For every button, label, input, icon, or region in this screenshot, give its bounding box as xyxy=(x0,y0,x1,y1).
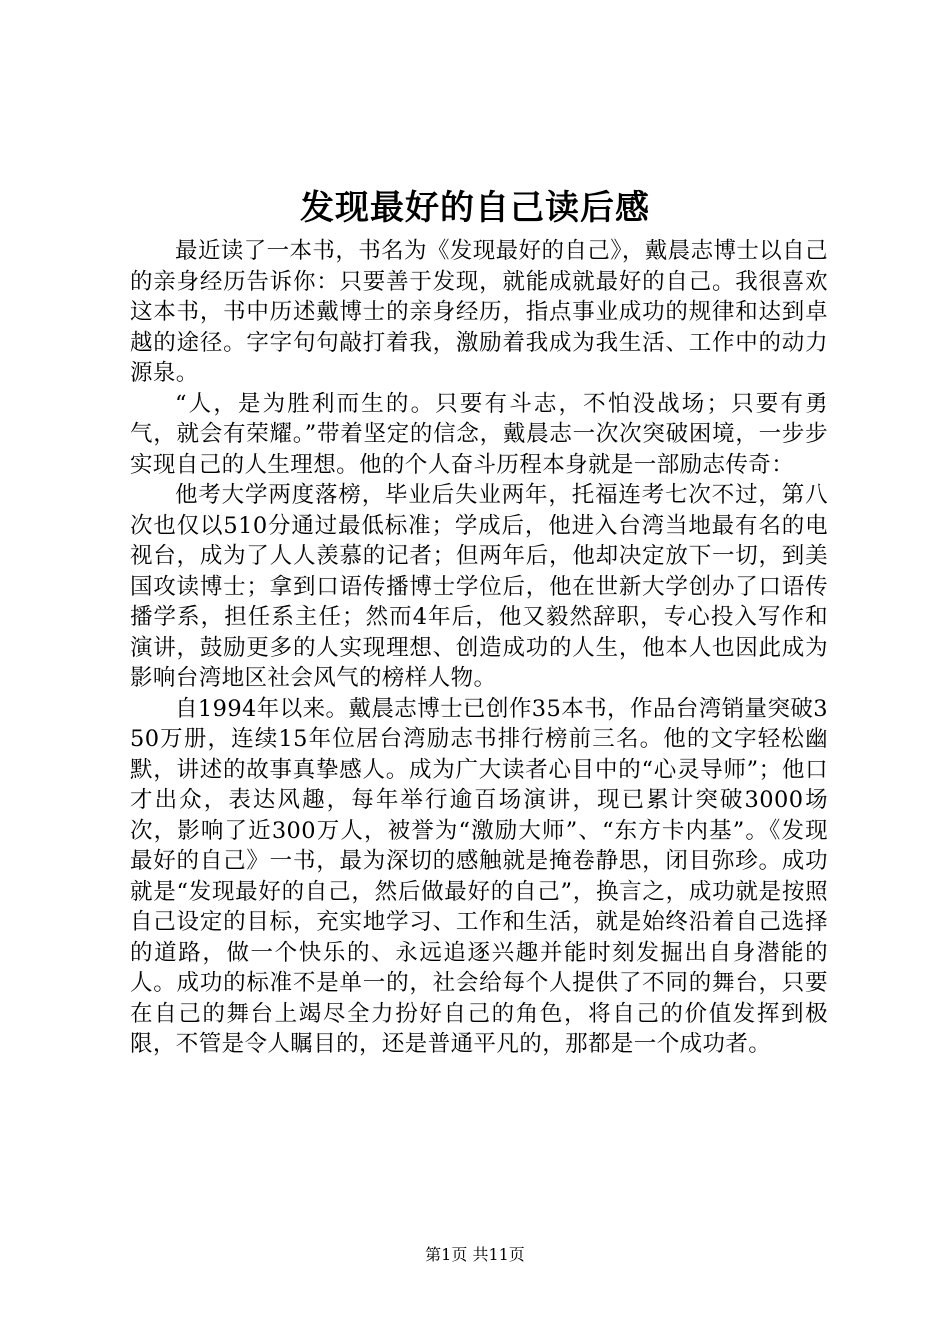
document-title: 发现最好的自己读后感 xyxy=(300,188,650,228)
page-number-footer: 第1页 共11页 xyxy=(425,1245,525,1264)
body-paragraph: 最近读了一本书，书名为《发现最好的自己》，戴晨志博士以自己的亲身经历告诉你：只要善于发现，就能成就最好的自己。我很喜欢这本书，书中历述戴博士的亲身经历，指点事业成功的规律和达到卓越的途径。字字句句敲打着我，激励着我成为我生活、工作中的动力源泉。 xyxy=(130,238,828,386)
body-paragraph: “人，是为胜利而生的。只要有斗志，不怕没战场；只要有勇气，就会有荣耀。”带着坚定的信念，戴晨志一次次突破困境，一步步实现自己的人生理想。他的个人奋斗历程本身就是一部励志传奇： xyxy=(130,390,828,478)
document-body xyxy=(130,236,828,1060)
body-paragraph: 自1994年以来。戴晨志博士已创作35本书，作品台湾销量突破350万册，连续15年位居台湾励志书排行榜前三名。他的文字轻松幽默，讲述的故事真挚感人。成为广大读者心目中的“心灵导师”；他口才出众，表达风趣，每年举行逾百场演讲，现已累计突破3000场次，影响了近300万人，被誉为“激励大师”、“东方卡内基”。《发现最好的自己》一书，最为深切的感触就是掩卷静思，闭目弥珍。成功就是“发现最好的自己，然后做最好的自己”，换言之，成功就是按照自己设定的目标，充实地学习、工作和生活，就是始终沿着自己选择的道路，做一个快乐的、永远追逐兴趣并能时刻发掘出自身潜能的人。成功的标准不是单一的，社会给每个人提供了不同的舞台，只要在自己的舞台上竭尽全力扮好自己的角色，将自己的价值发挥到极限，不管是令人瞩目的，还是普通平凡的，那都是一个成功者。 xyxy=(130,695,828,1057)
body-paragraph: 他考大学两度落榜，毕业后失业两年，托福连考七次不过，第八次也仅以510分通过最低标准；学成后，他进入台湾当地最有名的电视台，成为了人人羡慕的记者；但两年后，他却决定放下一切，到美国攻读博士；拿到口语传播博士学位后，他在世新大学创办了口语传播学系，担任系主任；然而4年后，他又毅然辞职，专心投入写作和演讲，鼓励更多的人实现理想、创造成功的人生，他本人也因此成为影响台湾地区社会风气的榜样人物。 xyxy=(130,482,828,691)
